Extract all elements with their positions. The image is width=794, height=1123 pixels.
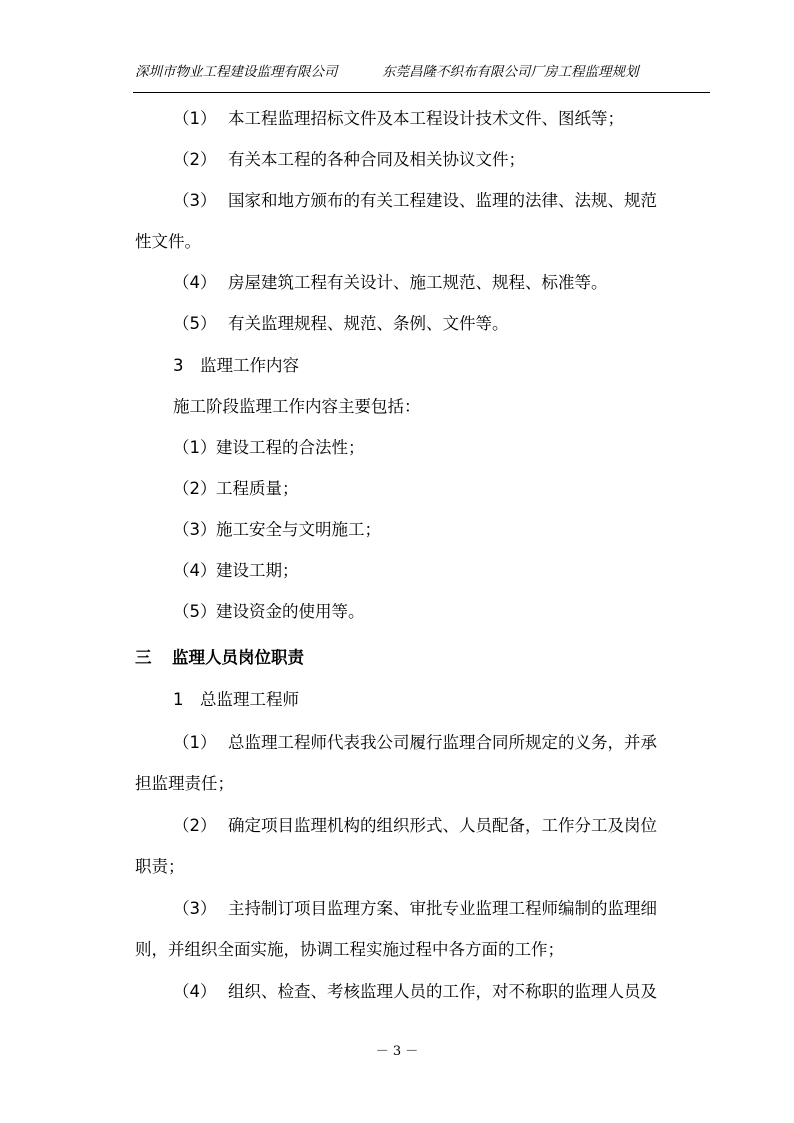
basis-item-3-continued — [135, 231, 201, 253]
basis-item-4 — [173, 272, 608, 294]
item-number: （5） — [173, 314, 217, 333]
item-number: （3） — [173, 520, 217, 539]
scope-item-1 — [173, 437, 365, 459]
section-title: 监理工作内容 — [200, 356, 299, 375]
duty-item-3-continued — [135, 939, 564, 961]
page-number: － 3 － — [375, 1044, 419, 1059]
item-text: 本工程监理招标文件及本工程设计技术文件、图纸等； — [228, 109, 624, 128]
running-header — [135, 60, 655, 82]
item-text: 工程质量； — [216, 479, 299, 498]
item-number: （4） — [173, 561, 217, 580]
subsection-title: 总监理工程师 — [200, 690, 299, 709]
item-text: 确定项目监理机构的组织形式、人员配备，工作分工及岗位 — [228, 816, 657, 835]
item-text: 性文件。 — [135, 232, 201, 251]
item-number: （4） — [173, 982, 217, 1001]
item-number: （4） — [173, 273, 217, 292]
duty-item-1-continued — [135, 773, 234, 795]
item-text: 主持制订项目监理方案、审批专业监理工程师编制的监理细 — [228, 899, 657, 918]
item-text: 担监理责任； — [135, 774, 234, 793]
item-text: 国家和地方颁布的有关工程建设、监理的法律、法规、规范 — [228, 191, 657, 210]
item-text: 有关监理规程、规范、条例、文件等。 — [228, 314, 509, 333]
item-text: 建设资金的使用等。 — [216, 602, 365, 621]
chapter-heading — [135, 647, 304, 669]
section-number: 3 — [173, 356, 184, 375]
item-number: （1） — [173, 733, 217, 752]
item-number: （1） — [173, 438, 217, 457]
item-text: 房屋建筑工程有关设计、施工规范、规程、标准等。 — [228, 273, 608, 292]
scope-item-2 — [173, 478, 299, 500]
item-text: 组织、检查、考核监理人员的工作，对不称职的监理人员及 — [228, 982, 657, 1001]
scope-intro — [173, 396, 421, 418]
item-number: （2） — [173, 150, 217, 169]
item-text: 施工安全与文明施工； — [216, 520, 381, 539]
chapter-number: 三 — [135, 648, 152, 667]
basis-item-2 — [173, 149, 525, 171]
duty-item-2 — [173, 815, 657, 837]
header-company: 深圳市物业工程建设监理有限公司 — [135, 64, 338, 80]
item-number: （2） — [173, 816, 217, 835]
section-heading-3 — [173, 355, 299, 377]
item-text: 建设工期； — [216, 561, 299, 580]
item-text: 总监理工程师代表我公司履行监理合同所规定的义务，并承 — [228, 733, 657, 752]
paragraph-text: 施工阶段监理工作内容主要包括： — [173, 397, 421, 416]
item-text: 职责； — [135, 857, 185, 876]
subsection-number: 1 — [173, 690, 184, 709]
duty-item-2-continued — [135, 856, 185, 878]
duty-item-1 — [173, 732, 657, 754]
item-number: （3） — [173, 191, 217, 210]
item-text: 则，并组织全面实施，协调工程实施过程中各方面的工作； — [135, 940, 564, 959]
subsection-heading-1 — [173, 689, 299, 711]
header-document-title: 东莞昌隆不织布有限公司厂房工程监理规划 — [382, 64, 639, 80]
item-number: （5） — [173, 602, 217, 621]
scope-item-5 — [173, 601, 365, 623]
item-text: 有关本工程的各种合同及相关协议文件； — [228, 150, 525, 169]
basis-item-5 — [173, 313, 509, 335]
duty-item-3 — [173, 898, 657, 920]
item-number: （3） — [173, 899, 217, 918]
header-rule — [133, 92, 710, 93]
chapter-title: 监理人员岗位职责 — [172, 648, 304, 667]
item-text: 建设工程的合法性； — [216, 438, 365, 457]
scope-item-4 — [173, 560, 299, 582]
duty-item-4 — [173, 981, 657, 1003]
item-number: （2） — [173, 479, 217, 498]
basis-item-3 — [173, 190, 657, 212]
scope-item-3 — [173, 519, 381, 541]
basis-item-1 — [173, 108, 624, 130]
item-number: （1） — [173, 109, 217, 128]
